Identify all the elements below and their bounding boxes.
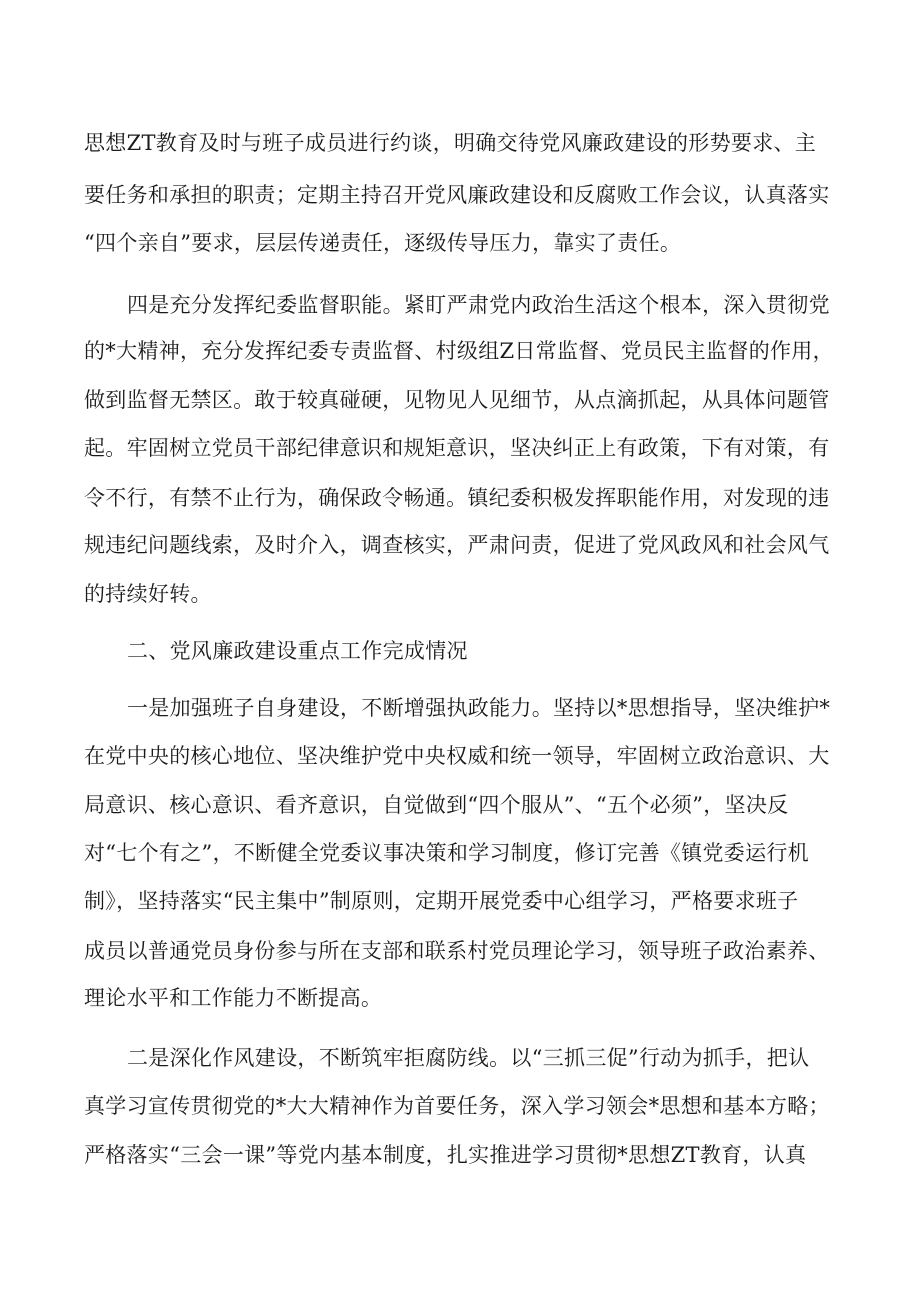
text-line: 思想ZT教育及时与班子成员进行约谈，明确交待党风廉政建设的形势要求、主	[84, 131, 817, 155]
text-line: 对“七个有之”，不断健全党委议事决策和学习制度，修订完善《镇党委运行机	[84, 841, 809, 865]
text-line: 规违纪问题线索，及时介入，调查核实，严肃问责，促进了党风政风和社会风气	[84, 533, 830, 557]
text-line: 成员以普通党员身份参与所在支部和联系村党员理论学习，领导班子政治素养、	[84, 939, 830, 963]
text-line: 的持续好转。	[84, 582, 212, 606]
paragraph-start-line: 一是加强班子自身建设，不断增强执政能力。坚持以*思想指导，坚决维护*	[127, 696, 831, 720]
text-line: 起。牢固树立党员干部纪律意识和规矩意识，坚决纠正上有政策，下有对策，有	[84, 436, 830, 460]
text-line: 令不行，有禁不止行为，确保政令畅通。镇纪委积极发挥职能作用，对发现的违	[84, 486, 830, 510]
paragraph-start-line: 二是深化作风建设，不断筑牢拒腐防线。以“三抓三促”行动为抓手，把认	[127, 1046, 810, 1070]
paragraph-start-line: 四是充分发挥纪委监督职能。紧盯严肃党内政治生活这个根本，深入贯彻党	[127, 293, 830, 317]
text-line: 制》，坚持落实“民主集中”制原则，定期开展党委中心组学习，严格要求班子	[84, 889, 799, 913]
text-line: 的*大精神，充分发挥纪委专责监督、村级组Z日常监督、党员民主监督的作用，	[84, 339, 834, 363]
text-line: 在党中央的核心地位、坚决维护党中央权威和统一领导，牢固树立政治意识、大	[84, 744, 830, 768]
text-line: “四个亲自”要求，层层传递责任，逐级传导压力，靠实了责任。	[84, 231, 682, 255]
text-line: 理论水平和工作能力不断提高。	[84, 986, 383, 1010]
text-line: 局意识、核心意识、看齐意识，自觉做到“四个服从”、“五个必须”，坚决反	[84, 793, 789, 817]
text-line: 真学习宣传贯彻党的*大大精神作为首要任务，深入学习领会*思想和基本方略；	[84, 1094, 830, 1118]
text-line: 要任务和承担的职责；定期主持召开党风廉政建设和反腐败工作会议，认真落实	[84, 183, 830, 207]
section-heading: 二、党风廉政建设重点工作完成情况	[127, 639, 468, 663]
text-line: 做到监督无禁区。敢于较真碰硬，见物见人见细节，从点滴抓起，从具体问题管	[84, 388, 830, 412]
text-line: 严格落实“三会一课”等党内基本制度，扎实推进学习贯彻*思想ZT教育，认真	[84, 1143, 807, 1167]
